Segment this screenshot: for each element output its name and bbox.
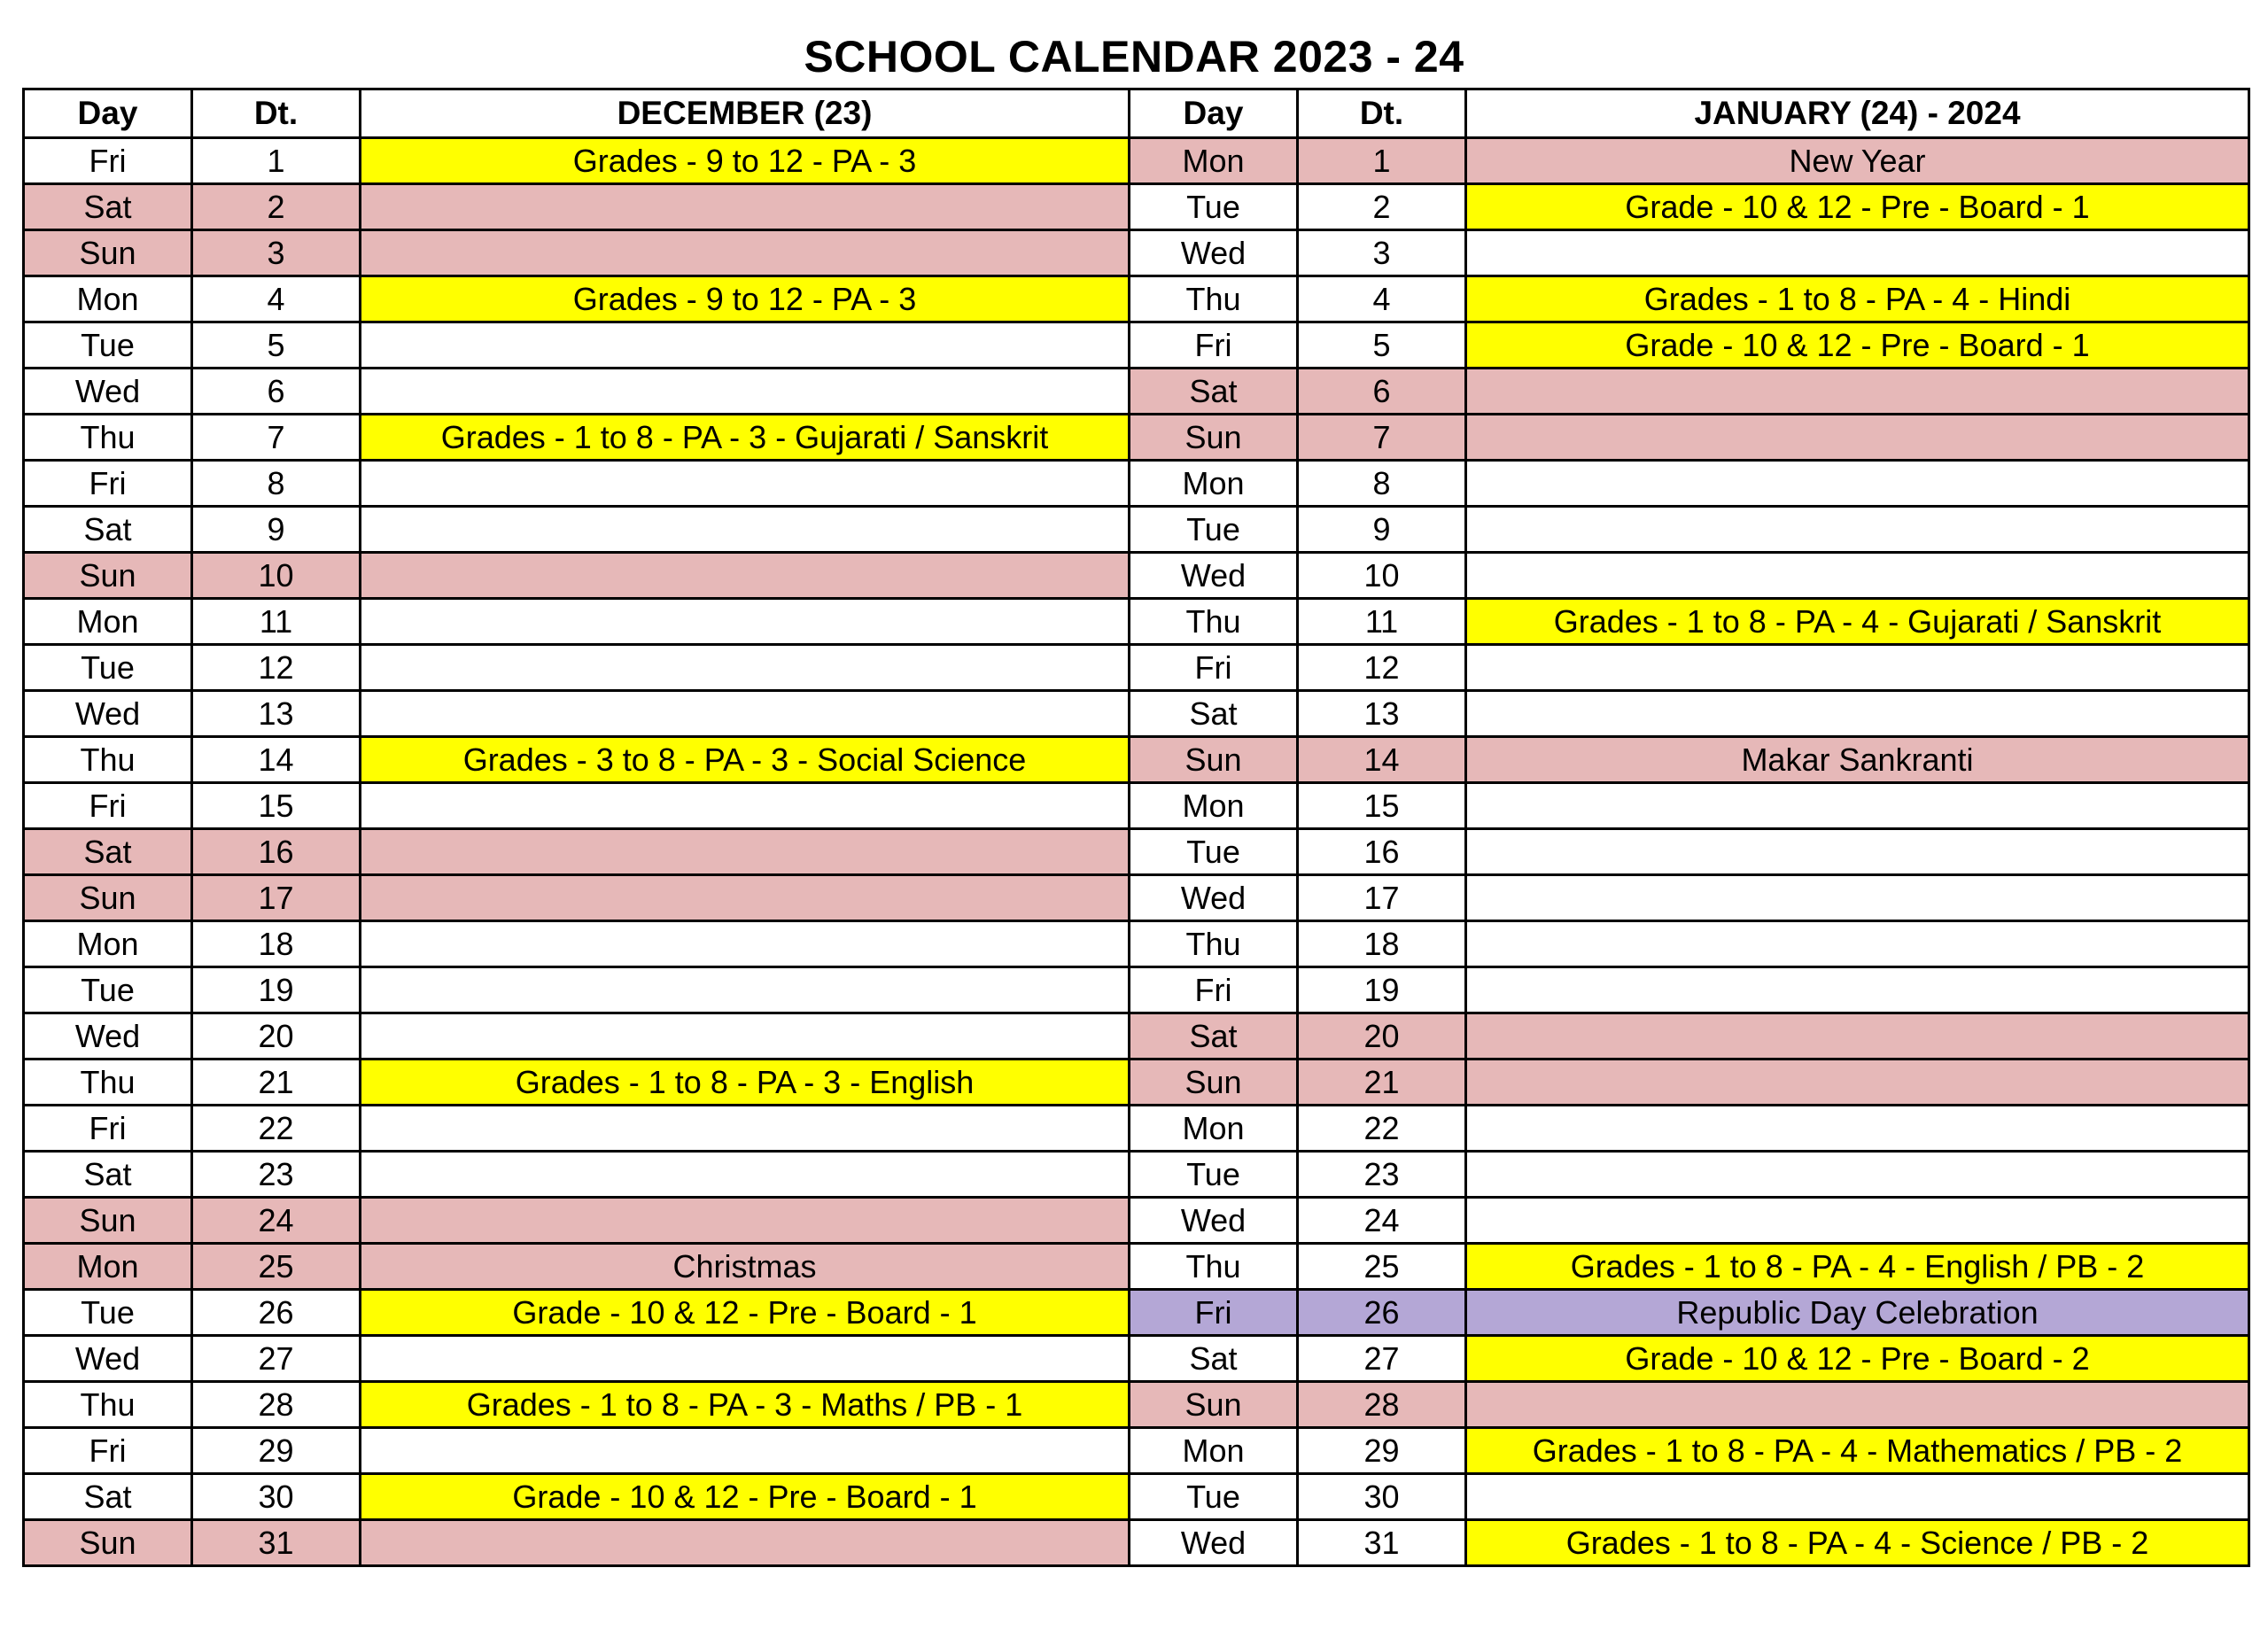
dec-date-cell: 1 bbox=[192, 138, 361, 184]
dec-event-cell bbox=[361, 1336, 1130, 1382]
dec-day-cell: Wed bbox=[24, 1336, 192, 1382]
table-row bbox=[24, 1382, 2249, 1428]
table-row bbox=[24, 322, 2249, 369]
dec-date-cell: 26 bbox=[192, 1290, 361, 1336]
dec-day-cell: Fri bbox=[24, 138, 192, 184]
dec-day-cell: Sun bbox=[24, 1520, 192, 1566]
table-row bbox=[24, 1244, 2249, 1290]
jan-event-cell: Grade - 10 & 12 - Pre - Board - 2 bbox=[1466, 1336, 2249, 1382]
table-row bbox=[24, 276, 2249, 322]
dec-date-cell: 15 bbox=[192, 783, 361, 829]
jan-event-cell: Grades - 1 to 8 - PA - 4 - Gujarati / Sanskrit bbox=[1466, 599, 2249, 645]
jan-day-cell: Sun bbox=[1130, 415, 1298, 461]
dec-event-cell: Grades - 9 to 12 - PA - 3 bbox=[361, 138, 1130, 184]
dec-day-cell: Sat bbox=[24, 1474, 192, 1520]
dec-event-cell bbox=[361, 507, 1130, 553]
jan-event-cell bbox=[1466, 1060, 2249, 1106]
table-row bbox=[24, 829, 2249, 875]
dec-day-cell: Mon bbox=[24, 276, 192, 322]
dec-event-cell bbox=[361, 1428, 1130, 1474]
dec-date-cell: 24 bbox=[192, 1198, 361, 1244]
jan-event-cell bbox=[1466, 553, 2249, 599]
jan-day-cell: Fri bbox=[1130, 967, 1298, 1013]
jan-date-cell: 16 bbox=[1298, 829, 1466, 875]
jan-date-cell: 29 bbox=[1298, 1428, 1466, 1474]
table-row bbox=[24, 461, 2249, 507]
table-row bbox=[24, 184, 2249, 230]
table-row bbox=[24, 967, 2249, 1013]
jan-date-cell: 28 bbox=[1298, 1382, 1466, 1428]
dec-date-cell: 8 bbox=[192, 461, 361, 507]
dec-event-cell bbox=[361, 921, 1130, 967]
jan-event-cell: Grades - 1 to 8 - PA - 4 - Hindi bbox=[1466, 276, 2249, 322]
dec-date-cell: 9 bbox=[192, 507, 361, 553]
header-date-dec: Dt. bbox=[192, 89, 361, 138]
dec-date-cell: 17 bbox=[192, 875, 361, 921]
table-row bbox=[24, 691, 2249, 737]
dec-date-cell: 10 bbox=[192, 553, 361, 599]
jan-date-cell: 15 bbox=[1298, 783, 1466, 829]
dec-event-cell bbox=[361, 691, 1130, 737]
jan-event-cell: Grade - 10 & 12 - Pre - Board - 1 bbox=[1466, 184, 2249, 230]
jan-day-cell: Tue bbox=[1130, 1474, 1298, 1520]
dec-event-cell: Grades - 9 to 12 - PA - 3 bbox=[361, 276, 1130, 322]
jan-event-cell bbox=[1466, 369, 2249, 415]
jan-date-cell: 17 bbox=[1298, 875, 1466, 921]
dec-day-cell: Sun bbox=[24, 553, 192, 599]
dec-date-cell: 12 bbox=[192, 645, 361, 691]
jan-day-cell: Sat bbox=[1130, 1336, 1298, 1382]
dec-day-cell: Wed bbox=[24, 1013, 192, 1060]
dec-day-cell: Tue bbox=[24, 1290, 192, 1336]
dec-date-cell: 13 bbox=[192, 691, 361, 737]
dec-event-cell: Christmas bbox=[361, 1244, 1130, 1290]
jan-event-cell bbox=[1466, 921, 2249, 967]
table-row bbox=[24, 737, 2249, 783]
jan-date-cell: 8 bbox=[1298, 461, 1466, 507]
jan-date-cell: 1 bbox=[1298, 138, 1466, 184]
jan-date-cell: 31 bbox=[1298, 1520, 1466, 1566]
jan-date-cell: 26 bbox=[1298, 1290, 1466, 1336]
dec-event-cell: Grade - 10 & 12 - Pre - Board - 1 bbox=[361, 1290, 1130, 1336]
jan-date-cell: 22 bbox=[1298, 1106, 1466, 1152]
dec-event-cell: Grades - 3 to 8 - PA - 3 - Social Science bbox=[361, 737, 1130, 783]
dec-event-cell bbox=[361, 322, 1130, 369]
dec-event-cell bbox=[361, 184, 1130, 230]
jan-day-cell: Thu bbox=[1130, 921, 1298, 967]
dec-date-cell: 3 bbox=[192, 230, 361, 276]
dec-event-cell bbox=[361, 783, 1130, 829]
jan-event-cell bbox=[1466, 645, 2249, 691]
table-row bbox=[24, 1013, 2249, 1060]
table-row bbox=[24, 599, 2249, 645]
jan-date-cell: 4 bbox=[1298, 276, 1466, 322]
jan-event-cell bbox=[1466, 507, 2249, 553]
jan-event-cell bbox=[1466, 1152, 2249, 1198]
dec-date-cell: 21 bbox=[192, 1060, 361, 1106]
dec-event-cell bbox=[361, 1013, 1130, 1060]
dec-date-cell: 2 bbox=[192, 184, 361, 230]
jan-event-cell: Grades - 1 to 8 - PA - 4 - Mathematics / PB - 2 bbox=[1466, 1428, 2249, 1474]
jan-event-cell: New Year bbox=[1466, 138, 2249, 184]
jan-date-cell: 20 bbox=[1298, 1013, 1466, 1060]
jan-day-cell: Sun bbox=[1130, 1060, 1298, 1106]
jan-day-cell: Fri bbox=[1130, 1290, 1298, 1336]
dec-date-cell: 6 bbox=[192, 369, 361, 415]
dec-day-cell: Tue bbox=[24, 645, 192, 691]
dec-date-cell: 30 bbox=[192, 1474, 361, 1520]
dec-date-cell: 20 bbox=[192, 1013, 361, 1060]
dec-day-cell: Thu bbox=[24, 1060, 192, 1106]
header-january: JANUARY (24) - 2024 bbox=[1466, 89, 2249, 138]
dec-day-cell: Fri bbox=[24, 1106, 192, 1152]
jan-date-cell: 13 bbox=[1298, 691, 1466, 737]
dec-date-cell: 29 bbox=[192, 1428, 361, 1474]
jan-day-cell: Thu bbox=[1130, 276, 1298, 322]
jan-date-cell: 12 bbox=[1298, 645, 1466, 691]
table-row bbox=[24, 875, 2249, 921]
table-row bbox=[24, 921, 2249, 967]
dec-day-cell: Fri bbox=[24, 1428, 192, 1474]
calendar-body bbox=[24, 138, 2249, 1566]
jan-day-cell: Wed bbox=[1130, 230, 1298, 276]
dec-day-cell: Thu bbox=[24, 1382, 192, 1428]
jan-day-cell: Tue bbox=[1130, 829, 1298, 875]
dec-event-cell: Grade - 10 & 12 - Pre - Board - 1 bbox=[361, 1474, 1130, 1520]
jan-date-cell: 2 bbox=[1298, 184, 1466, 230]
dec-event-cell bbox=[361, 1520, 1130, 1566]
dec-day-cell: Tue bbox=[24, 322, 192, 369]
jan-event-cell bbox=[1466, 1106, 2249, 1152]
dec-event-cell bbox=[361, 553, 1130, 599]
dec-day-cell: Thu bbox=[24, 415, 192, 461]
dec-event-cell bbox=[361, 829, 1130, 875]
jan-day-cell: Sat bbox=[1130, 369, 1298, 415]
jan-day-cell: Wed bbox=[1130, 1520, 1298, 1566]
header-row bbox=[24, 89, 2249, 138]
table-row bbox=[24, 415, 2249, 461]
jan-event-cell bbox=[1466, 1382, 2249, 1428]
jan-day-cell: Mon bbox=[1130, 138, 1298, 184]
table-row bbox=[24, 230, 2249, 276]
jan-date-cell: 19 bbox=[1298, 967, 1466, 1013]
dec-date-cell: 16 bbox=[192, 829, 361, 875]
jan-day-cell: Wed bbox=[1130, 875, 1298, 921]
dec-date-cell: 22 bbox=[192, 1106, 361, 1152]
jan-event-cell bbox=[1466, 829, 2249, 875]
jan-date-cell: 3 bbox=[1298, 230, 1466, 276]
jan-date-cell: 18 bbox=[1298, 921, 1466, 967]
table-row bbox=[24, 1520, 2249, 1566]
dec-event-cell: Grades - 1 to 8 - PA - 3 - Maths / PB - 1 bbox=[361, 1382, 1130, 1428]
table-row bbox=[24, 553, 2249, 599]
dec-event-cell bbox=[361, 369, 1130, 415]
dec-day-cell: Fri bbox=[24, 783, 192, 829]
dec-day-cell: Thu bbox=[24, 737, 192, 783]
header-day-dec: Day bbox=[24, 89, 192, 138]
jan-date-cell: 14 bbox=[1298, 737, 1466, 783]
table-row bbox=[24, 369, 2249, 415]
jan-day-cell: Wed bbox=[1130, 1198, 1298, 1244]
dec-event-cell bbox=[361, 230, 1130, 276]
jan-event-cell bbox=[1466, 1198, 2249, 1244]
dec-day-cell: Sun bbox=[24, 875, 192, 921]
jan-event-cell bbox=[1466, 1013, 2249, 1060]
dec-date-cell: 25 bbox=[192, 1244, 361, 1290]
dec-date-cell: 5 bbox=[192, 322, 361, 369]
dec-event-cell bbox=[361, 1106, 1130, 1152]
dec-event-cell bbox=[361, 875, 1130, 921]
jan-date-cell: 24 bbox=[1298, 1198, 1466, 1244]
jan-day-cell: Sun bbox=[1130, 1382, 1298, 1428]
dec-day-cell: Sun bbox=[24, 230, 192, 276]
jan-event-cell: Republic Day Celebration bbox=[1466, 1290, 2249, 1336]
jan-day-cell: Thu bbox=[1130, 1244, 1298, 1290]
dec-date-cell: 28 bbox=[192, 1382, 361, 1428]
jan-day-cell: Fri bbox=[1130, 645, 1298, 691]
dec-event-cell bbox=[361, 461, 1130, 507]
dec-event-cell bbox=[361, 1198, 1130, 1244]
dec-date-cell: 23 bbox=[192, 1152, 361, 1198]
jan-event-cell bbox=[1466, 783, 2249, 829]
jan-date-cell: 27 bbox=[1298, 1336, 1466, 1382]
jan-day-cell: Tue bbox=[1130, 1152, 1298, 1198]
dec-day-cell: Sat bbox=[24, 507, 192, 553]
header-december: DECEMBER (23) bbox=[361, 89, 1130, 138]
dec-date-cell: 7 bbox=[192, 415, 361, 461]
jan-event-cell: Grade - 10 & 12 - Pre - Board - 1 bbox=[1466, 322, 2249, 369]
jan-day-cell: Mon bbox=[1130, 461, 1298, 507]
table-row bbox=[24, 1060, 2249, 1106]
jan-event-cell bbox=[1466, 461, 2249, 507]
jan-event-cell: Grades - 1 to 8 - PA - 4 - Science / PB - 2 bbox=[1466, 1520, 2249, 1566]
dec-day-cell: Wed bbox=[24, 369, 192, 415]
dec-day-cell: Fri bbox=[24, 461, 192, 507]
jan-date-cell: 30 bbox=[1298, 1474, 1466, 1520]
dec-day-cell: Wed bbox=[24, 691, 192, 737]
jan-event-cell bbox=[1466, 691, 2249, 737]
dec-day-cell: Tue bbox=[24, 967, 192, 1013]
dec-date-cell: 14 bbox=[192, 737, 361, 783]
header-day-jan: Day bbox=[1130, 89, 1298, 138]
dec-day-cell: Sat bbox=[24, 1152, 192, 1198]
dec-day-cell: Mon bbox=[24, 921, 192, 967]
dec-event-cell bbox=[361, 645, 1130, 691]
table-row bbox=[24, 1474, 2249, 1520]
jan-date-cell: 6 bbox=[1298, 369, 1466, 415]
jan-date-cell: 5 bbox=[1298, 322, 1466, 369]
table-row bbox=[24, 1198, 2249, 1244]
jan-day-cell: Sat bbox=[1130, 691, 1298, 737]
jan-day-cell: Sat bbox=[1130, 1013, 1298, 1060]
dec-day-cell: Mon bbox=[24, 1244, 192, 1290]
page-title: SCHOOL CALENDAR 2023 - 24 bbox=[804, 32, 1464, 82]
table-row bbox=[24, 1290, 2249, 1336]
jan-event-cell: Grades - 1 to 8 - PA - 4 - English / PB - 2 bbox=[1466, 1244, 2249, 1290]
table-row bbox=[24, 507, 2249, 553]
dec-date-cell: 18 bbox=[192, 921, 361, 967]
header-date-jan: Dt. bbox=[1298, 89, 1466, 138]
jan-day-cell: Fri bbox=[1130, 322, 1298, 369]
jan-day-cell: Sun bbox=[1130, 737, 1298, 783]
jan-date-cell: 25 bbox=[1298, 1244, 1466, 1290]
dec-date-cell: 19 bbox=[192, 967, 361, 1013]
calendar-table bbox=[22, 88, 2250, 1567]
dec-day-cell: Sat bbox=[24, 829, 192, 875]
dec-day-cell: Sat bbox=[24, 184, 192, 230]
jan-date-cell: 11 bbox=[1298, 599, 1466, 645]
jan-day-cell: Mon bbox=[1130, 783, 1298, 829]
dec-day-cell: Mon bbox=[24, 599, 192, 645]
jan-event-cell bbox=[1466, 415, 2249, 461]
jan-event-cell: Makar Sankranti bbox=[1466, 737, 2249, 783]
dec-day-cell: Sun bbox=[24, 1198, 192, 1244]
table-row bbox=[24, 1106, 2249, 1152]
jan-day-cell: Tue bbox=[1130, 184, 1298, 230]
dec-event-cell bbox=[361, 967, 1130, 1013]
dec-event-cell bbox=[361, 1152, 1130, 1198]
jan-day-cell: Tue bbox=[1130, 507, 1298, 553]
jan-date-cell: 21 bbox=[1298, 1060, 1466, 1106]
jan-date-cell: 7 bbox=[1298, 415, 1466, 461]
dec-event-cell: Grades - 1 to 8 - PA - 3 - English bbox=[361, 1060, 1130, 1106]
jan-event-cell bbox=[1466, 967, 2249, 1013]
dec-date-cell: 4 bbox=[192, 276, 361, 322]
table-row bbox=[24, 138, 2249, 184]
dec-event-cell bbox=[361, 599, 1130, 645]
table-row bbox=[24, 1152, 2249, 1198]
table-row bbox=[24, 1336, 2249, 1382]
jan-date-cell: 23 bbox=[1298, 1152, 1466, 1198]
dec-date-cell: 31 bbox=[192, 1520, 361, 1566]
jan-date-cell: 10 bbox=[1298, 553, 1466, 599]
table-row bbox=[24, 645, 2249, 691]
jan-event-cell bbox=[1466, 875, 2249, 921]
dec-event-cell: Grades - 1 to 8 - PA - 3 - Gujarati / Sanskrit bbox=[361, 415, 1130, 461]
jan-day-cell: Mon bbox=[1130, 1428, 1298, 1474]
jan-day-cell: Mon bbox=[1130, 1106, 1298, 1152]
table-row bbox=[24, 783, 2249, 829]
jan-event-cell bbox=[1466, 1474, 2249, 1520]
jan-date-cell: 9 bbox=[1298, 507, 1466, 553]
dec-date-cell: 11 bbox=[192, 599, 361, 645]
jan-day-cell: Thu bbox=[1130, 599, 1298, 645]
jan-day-cell: Wed bbox=[1130, 553, 1298, 599]
table-row bbox=[24, 1428, 2249, 1474]
dec-date-cell: 27 bbox=[192, 1336, 361, 1382]
jan-event-cell bbox=[1466, 230, 2249, 276]
